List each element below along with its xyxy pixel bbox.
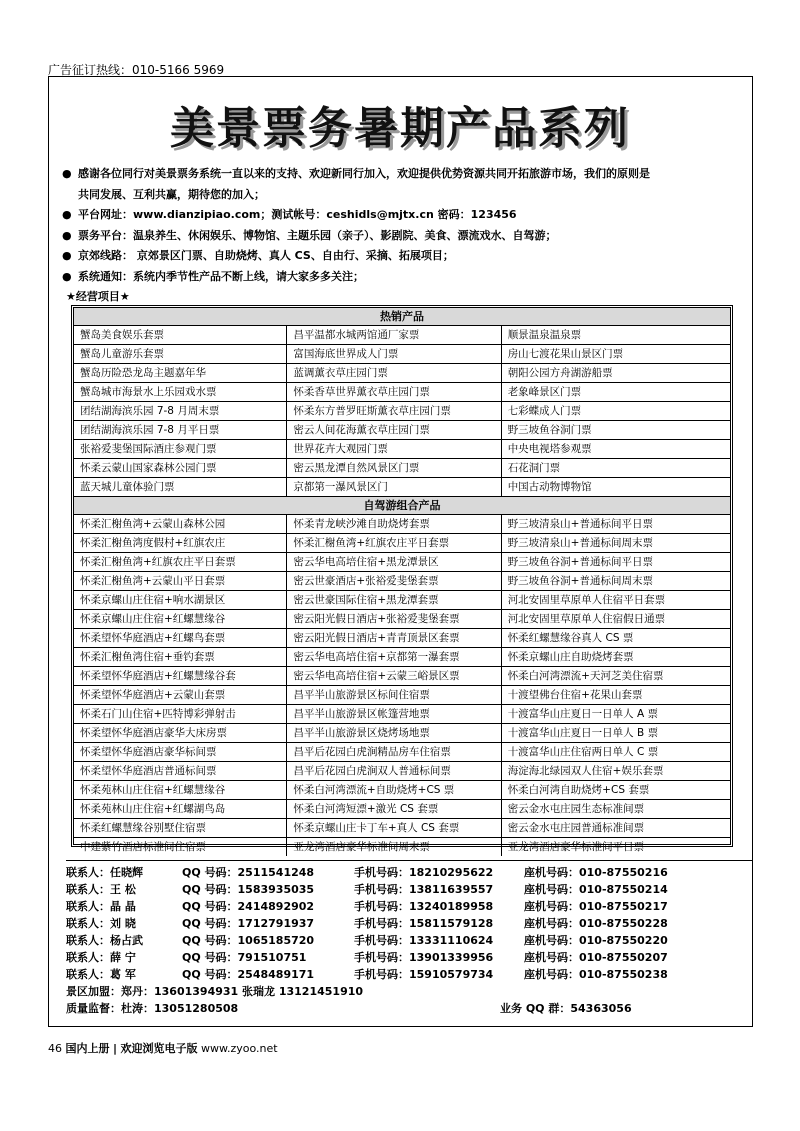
bullet-icon: ● bbox=[62, 249, 72, 262]
table-cell: 张裕爱斐堡国际酒庄参观门票 bbox=[74, 440, 287, 458]
table-cell: 怀柔汇榭鱼湾+云蒙山森林公园 bbox=[74, 515, 287, 533]
table-cell: 蟹岛儿童游乐套票 bbox=[74, 345, 287, 363]
table-cell: 昌平半山旅游景区烧烤场地票 bbox=[287, 724, 501, 742]
intro-website-text: 平台网址：www.dianzipiao.com；测试帐号：ceshidls@mjtx.cn 密码：123456 bbox=[78, 208, 517, 221]
contact-mobile: 手机号码：13901339956 bbox=[354, 951, 494, 964]
table-cell: 怀柔青龙峡沙滩自助烧烤套票 bbox=[287, 515, 501, 533]
table-cell: 怀柔望怀华庭酒店+云蒙山套票 bbox=[74, 686, 287, 704]
table-cell: 密云华电高培住宿+京都第一瀑套票 bbox=[287, 648, 501, 666]
items-label: ★经营项目★ bbox=[66, 290, 130, 303]
table-row bbox=[74, 705, 730, 724]
table-cell: 怀柔望怀华庭酒店豪华大床房票 bbox=[74, 724, 287, 742]
table-cell: 怀柔香草世界薰衣草庄园门票 bbox=[287, 383, 501, 401]
qq-group: 业务 QQ 群：54363056 bbox=[500, 1002, 632, 1015]
intro-thanks-text: 感谢各位同行对美景票务系统一直以来的支持、欢迎新同行加入，欢迎提供优势资源共同开拓旅游市场，我们的原则是 bbox=[78, 167, 650, 180]
table-cell: 团结湖海滨乐园 7-8 月周末票 bbox=[74, 402, 287, 420]
ad-hotline: 广告征订热线：010-5166 5969 bbox=[48, 63, 225, 77]
table-row bbox=[74, 572, 730, 591]
contact-qq: QQ 号码：1065185720 bbox=[182, 934, 315, 947]
table-cell: 怀柔白河湾漂流+自助烧烤+CS 票 bbox=[287, 781, 501, 799]
bullet-icon: ● bbox=[62, 269, 72, 283]
table-cell: 顺景温泉温泉票 bbox=[507, 329, 582, 341]
table-row bbox=[74, 743, 730, 762]
contact-name: 联系人：葛 军 bbox=[66, 968, 136, 981]
table-cell: 石花洞门票 bbox=[507, 462, 561, 474]
table-cell: 密云黑龙潭自然风景区门票 bbox=[287, 459, 501, 477]
table-cell: 中建紫竹酒店标准间住宿票 bbox=[74, 838, 287, 856]
contact-mobile: 手机号码：15811579128 bbox=[354, 917, 494, 930]
table-cell: 怀柔汇榭鱼湾+云蒙山平日套票 bbox=[74, 572, 287, 590]
footer-section: 国内上册 bbox=[65, 1042, 110, 1055]
hot-products-rows bbox=[74, 326, 730, 496]
table-cell: 团结湖海滨乐园 7-8 月平日票 bbox=[74, 421, 287, 439]
footer-slogan: 欢迎浏览电子版 bbox=[120, 1042, 198, 1055]
table-cell: 怀柔红螺慧缘谷真人 CS 票 bbox=[507, 632, 634, 644]
table-cell: 老象峰景区门票 bbox=[507, 386, 582, 398]
table-cell: 怀柔汇榭鱼湾+红旗农庄平日套票 bbox=[287, 534, 501, 552]
table-cell: 朝阳公园方舟湖游船票 bbox=[507, 367, 613, 379]
table-cell: 怀柔京螺山庄自助烧烤套票 bbox=[507, 651, 634, 663]
quality-supervision: 质量监督：杜涛：13051280508 bbox=[66, 1002, 239, 1015]
intro-thanks bbox=[62, 164, 742, 185]
bullet-icon: ● bbox=[62, 167, 72, 180]
table-cell: 蟹岛城市海景水上乐园戏水票 bbox=[74, 383, 287, 401]
table-cell: 密云阳光假日酒店+张裕爱斐堡套票 bbox=[287, 610, 501, 628]
table-row bbox=[74, 800, 730, 819]
table-cell: 房山七渡花果山景区门票 bbox=[507, 348, 624, 360]
table-cell: 密云阳光假日酒店+青青顶景区套票 bbox=[287, 629, 501, 647]
table-cell: 怀柔汇榭鱼湾住宿+垂钓套票 bbox=[74, 648, 287, 666]
scenic-join: 景区加盟：郑丹：13601394931 张瑞龙 13121451910 bbox=[66, 985, 364, 998]
table-cell: 昌平后花园白虎涧双人普通标间票 bbox=[287, 762, 501, 780]
table-cell: 蟹岛历险恐龙岛主题嘉年华 bbox=[74, 364, 287, 382]
table-row bbox=[74, 762, 730, 781]
intro-services-text: 票务平台：温泉养生、休闲娱乐、博物馆、主题乐园（亲子）、影剧院、美食、漂流戏水、自驾游； bbox=[78, 228, 557, 242]
table-cell: 十渡富华山庄夏日一日单人 B 票 bbox=[507, 727, 659, 739]
table-cell: 亚龙湾酒店豪华标准间周末票 bbox=[287, 838, 501, 856]
footer-separator: | bbox=[113, 1042, 118, 1055]
table-cell: 昌平半山旅游景区标间住宿票 bbox=[287, 686, 501, 704]
table-row bbox=[74, 383, 730, 402]
contact-phone: 座机号码：010-87550217 bbox=[524, 900, 668, 913]
table-cell: 昌平温都水城两馆通厂家票 bbox=[287, 326, 501, 344]
contact-name: 联系人：杨占武 bbox=[66, 934, 143, 947]
table-row bbox=[74, 686, 730, 705]
table-row bbox=[74, 326, 730, 345]
table-cell: 密云人间花海薰衣草庄园门票 bbox=[287, 421, 501, 439]
table-cell: 世界花卉大观园门票 bbox=[287, 440, 501, 458]
contacts-rule bbox=[66, 860, 752, 861]
contact-qq: QQ 号码：1583935035 bbox=[182, 883, 315, 896]
table-cell: 怀柔京螺山庄住宿+红螺慧缘谷 bbox=[74, 610, 287, 628]
contact-mobile: 手机号码：15910579734 bbox=[354, 968, 494, 981]
table-cell: 怀柔白河湾短漂+激光 CS 套票 bbox=[287, 800, 501, 818]
table-cell: 野三坡鱼谷洞+普通标间周末票 bbox=[507, 575, 653, 587]
table-cell: 野三坡鱼谷洞门票 bbox=[507, 424, 592, 436]
page-title: 美景票务暑期产品系列 bbox=[170, 103, 630, 154]
table-cell: 密云世豪国际住宿+黑龙潭套票 bbox=[287, 591, 501, 609]
table-cell: 昌平半山旅游景区帐篷营地票 bbox=[287, 705, 501, 723]
table-cell: 十渡望佛台住宿+花果山套票 bbox=[507, 689, 643, 701]
page-number: 46 bbox=[48, 1042, 62, 1055]
table-cell: 蓝天城儿童体验门票 bbox=[74, 478, 287, 496]
table-cell: 野三坡清泉山+普通标间周末票 bbox=[507, 537, 653, 549]
table-cell: 怀柔汇榭鱼湾度假村+红旗农庄 bbox=[74, 534, 287, 552]
table-cell: 密云金水屯庄园生态标准间票 bbox=[507, 803, 645, 815]
bullet-icon: ● bbox=[62, 228, 72, 242]
intro-thanks-cont: 共同发展、互利共赢，期待您的加入； bbox=[78, 187, 265, 201]
contact-qq: QQ 号码：2511541248 bbox=[182, 866, 315, 879]
contact-name: 联系人：晶 晶 bbox=[66, 900, 136, 913]
contact-name: 联系人：薛 宁 bbox=[66, 951, 136, 964]
intro-website bbox=[62, 205, 742, 226]
table-cell: 怀柔白河湾漂流+天河芝美住宿票 bbox=[507, 670, 664, 682]
table-cell: 怀柔东方普罗旺斯薰衣草庄园门票 bbox=[287, 402, 501, 420]
hot-products-heading: 热销产品 bbox=[74, 308, 730, 326]
contact-phone: 座机号码：010-87550228 bbox=[524, 917, 668, 930]
contact-phone: 座机号码：010-87550214 bbox=[524, 883, 668, 896]
table-row bbox=[74, 553, 730, 572]
table-row bbox=[74, 364, 730, 383]
table-cell: 富国海底世界成人门票 bbox=[287, 345, 501, 363]
table-cell: 蟹岛美食娱乐套票 bbox=[74, 326, 287, 344]
table-cell: 怀柔汇榭鱼湾+红旗农庄平日套票 bbox=[74, 553, 287, 571]
table-row bbox=[74, 648, 730, 667]
table-row bbox=[74, 440, 730, 459]
contact-phone: 座机号码：010-87550220 bbox=[524, 934, 668, 947]
footer bbox=[48, 1040, 278, 1056]
table-cell: 怀柔苑林山庄住宿+红螺慧缘谷 bbox=[74, 781, 287, 799]
table-row bbox=[74, 534, 730, 553]
table-row bbox=[74, 421, 730, 440]
intro-routes bbox=[62, 246, 742, 267]
intro-notice bbox=[62, 267, 742, 288]
table-cell: 密云华电高培住宿+黑龙潭景区 bbox=[287, 553, 501, 571]
table-row bbox=[74, 459, 730, 478]
table-cell: 怀柔望怀华庭酒店+红螺鸟套票 bbox=[74, 629, 287, 647]
table-cell: 怀柔京螺山庄住宿+响水湖景区 bbox=[74, 591, 287, 609]
table-cell: 十渡富华山庄住宿两日单人 C 票 bbox=[507, 746, 659, 758]
table-cell: 十渡富华山庄夏日一日单人 A 票 bbox=[507, 708, 659, 720]
table-row bbox=[74, 402, 730, 421]
contact-qq: QQ 号码：2414892902 bbox=[182, 900, 315, 913]
contact-mobile: 手机号码：13811639557 bbox=[354, 883, 494, 896]
products-table-inner bbox=[73, 307, 731, 853]
table-cell: 河北安固里草原单人住宿假日通票 bbox=[507, 613, 666, 625]
intro-section bbox=[62, 164, 742, 287]
intro-services bbox=[62, 226, 742, 247]
table-cell: 密云世豪酒店+张裕爱斐堡套票 bbox=[287, 572, 501, 590]
table-row bbox=[74, 838, 730, 856]
contact-name: 联系人：任晓辉 bbox=[66, 866, 143, 879]
contact-qq: QQ 号码：2548489171 bbox=[182, 968, 315, 981]
intro-routes-text: 京郊线路： 京郊景区门票、自助烧烤、真人 CS、自由行、采摘、拓展项目； bbox=[78, 249, 454, 262]
table-cell: 怀柔望怀华庭酒店豪华标间票 bbox=[74, 743, 287, 761]
table-row bbox=[74, 478, 730, 496]
contact-name: 联系人：刘 晓 bbox=[66, 917, 136, 930]
contact-qq: QQ 号码：791510751 bbox=[182, 951, 307, 964]
table-cell: 中国古动物博物馆 bbox=[507, 481, 592, 493]
intro-notice-text: 系统通知：系统内季节性产品不断上线，请大家多多关注； bbox=[78, 269, 364, 283]
table-row bbox=[74, 819, 730, 838]
table-cell: 怀柔云蒙山国家森林公园门票 bbox=[74, 459, 287, 477]
contact-phone: 座机号码：010-87550238 bbox=[524, 968, 668, 981]
contact-phone: 座机号码：010-87550216 bbox=[524, 866, 668, 879]
table-row bbox=[74, 610, 730, 629]
table-cell: 怀柔望怀华庭酒店普通标间票 bbox=[74, 762, 287, 780]
table-cell: 野三坡鱼谷洞+普通标间平日票 bbox=[507, 556, 653, 568]
contact-phone: 座机号码：010-87550207 bbox=[524, 951, 668, 964]
table-cell: 京都第一瀑风景区门 bbox=[287, 478, 501, 496]
contact-mobile: 手机号码：13331110624 bbox=[354, 934, 494, 947]
table-cell: 怀柔白河湾自助烧烤+CS 套票 bbox=[507, 784, 650, 796]
contact-mobile: 手机号码：13240189958 bbox=[354, 900, 494, 913]
bullet-icon: ● bbox=[62, 208, 72, 221]
drive-products-heading: 自驾游组合产品 bbox=[74, 496, 730, 515]
table-cell: 蓝调薰衣草庄园门票 bbox=[287, 364, 501, 382]
table-row bbox=[74, 724, 730, 743]
products-table bbox=[71, 305, 733, 853]
table-row bbox=[74, 591, 730, 610]
table-row bbox=[74, 515, 730, 534]
contact-name: 联系人：王 松 bbox=[66, 883, 136, 896]
table-cell: 野三坡清泉山+普通标间平日票 bbox=[507, 518, 653, 530]
footer-url[interactable]: www.zyoo.net bbox=[201, 1042, 278, 1055]
contact-mobile: 手机号码：18210295622 bbox=[354, 866, 494, 879]
table-cell: 密云金水屯庄园普通标准间票 bbox=[507, 822, 645, 834]
table-cell: 河北安固里草原单人住宿平日套票 bbox=[507, 594, 666, 606]
table-cell: 怀柔京螺山庄卡丁车+真人 CS 套票 bbox=[287, 819, 501, 837]
contact-qq: QQ 号码：1712791937 bbox=[182, 917, 315, 930]
table-cell: 亚龙湾酒店豪华标准间平日票 bbox=[507, 841, 645, 853]
table-cell: 怀柔红螺慧缘谷别墅住宿票 bbox=[74, 819, 287, 837]
table-cell: 怀柔望怀华庭酒店+红螺慧缘谷套 bbox=[74, 667, 287, 685]
drive-products-rows bbox=[74, 515, 730, 856]
table-cell: 中央电视塔参观票 bbox=[507, 443, 592, 455]
table-row bbox=[74, 629, 730, 648]
table-cell: 怀柔石门山住宿+匹特博彩弹射击 bbox=[74, 705, 287, 723]
table-cell: 昌平后花园白虎涧精品房车住宿票 bbox=[287, 743, 501, 761]
table-cell: 怀柔苑林山庄住宿+红螺湖鸟岛 bbox=[74, 800, 287, 818]
table-cell: 七彩蝶成人门票 bbox=[507, 405, 582, 417]
table-row bbox=[74, 667, 730, 686]
table-row bbox=[74, 345, 730, 364]
table-row bbox=[74, 781, 730, 800]
table-cell: 海淀海北绿园双人住宿+娱乐套票 bbox=[507, 765, 664, 777]
table-cell: 密云华电高培住宿+云蒙三峪景区票 bbox=[287, 667, 501, 685]
